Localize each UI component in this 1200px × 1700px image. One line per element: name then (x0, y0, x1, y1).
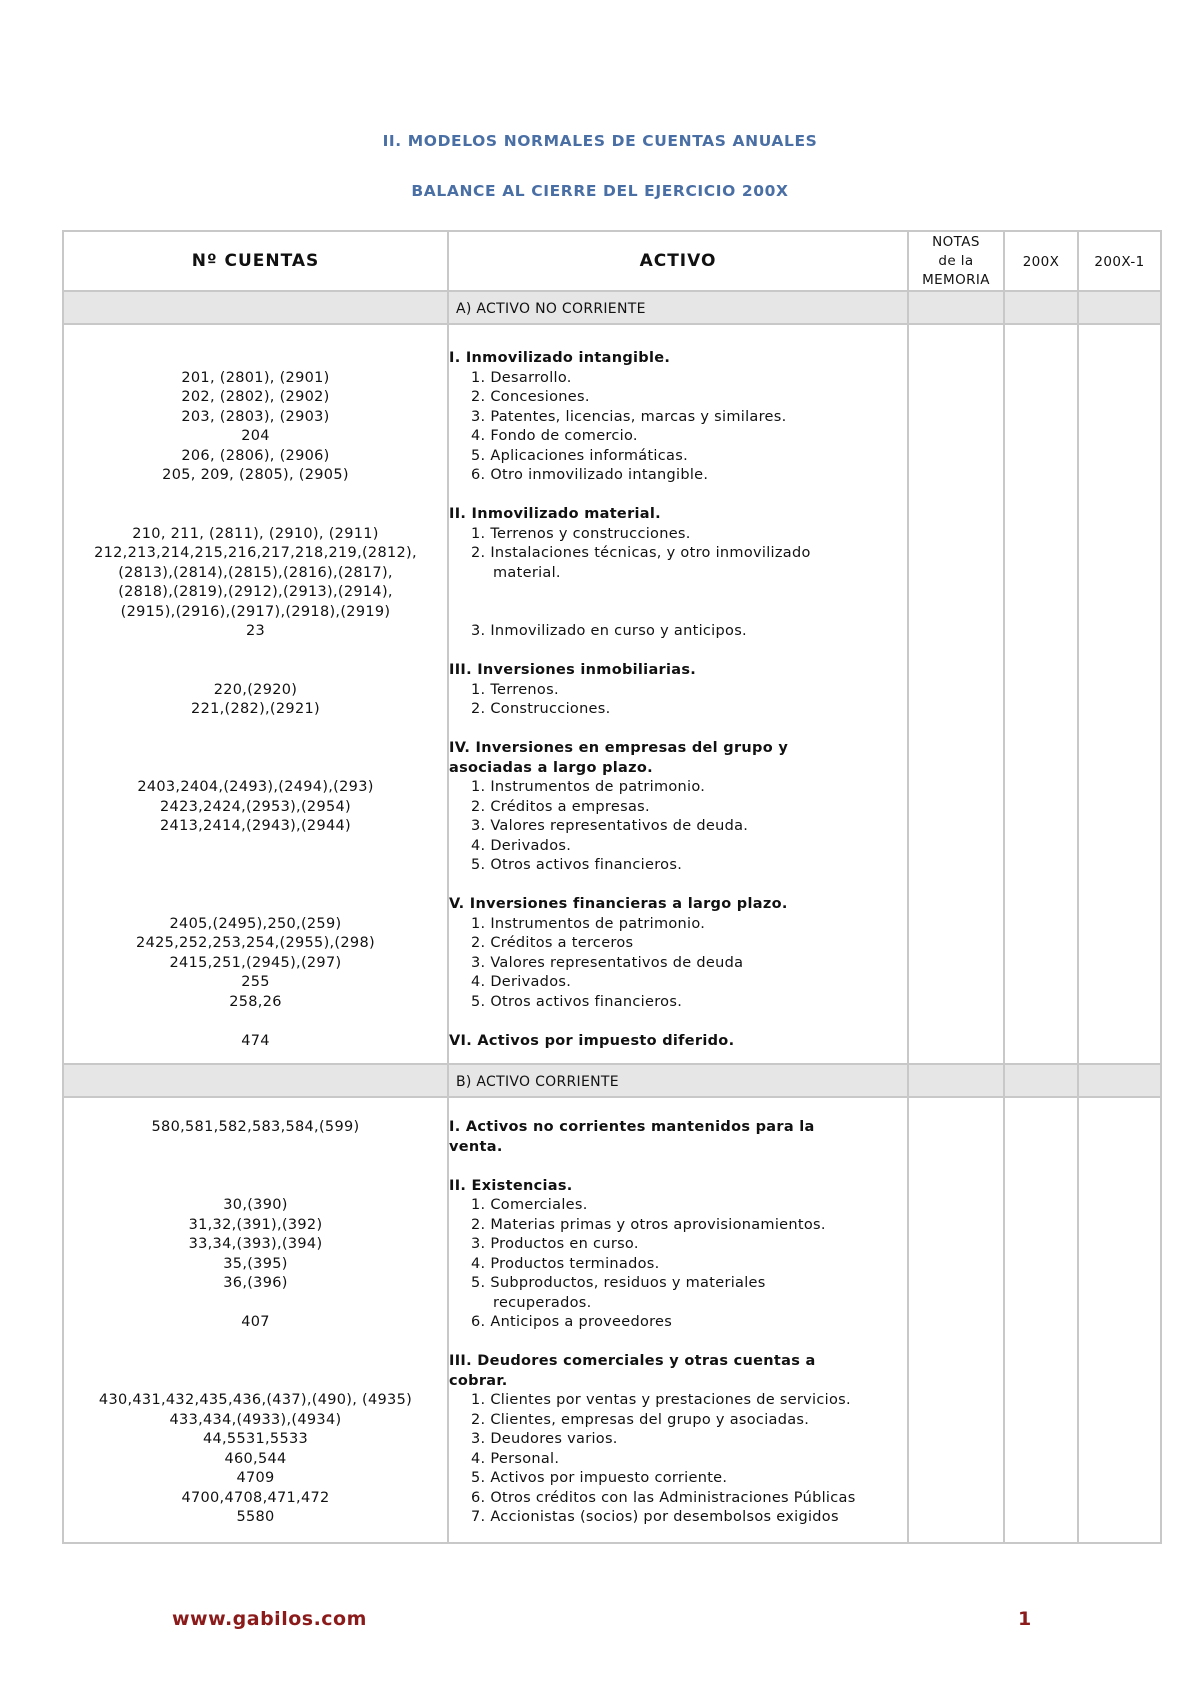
notas-cell-b (908, 1097, 1004, 1543)
balance-table (62, 230, 1162, 1544)
prev-year-cell-a (1078, 324, 1161, 1064)
section-label-a: A) ACTIVO NO CORRIENTE (456, 301, 646, 317)
section-body-b (63, 1097, 1161, 1543)
activo-column-a: I. Inmovilizado intangible. 1. Desarrollo. 2. Concesiones. 3. Patentes, licencias, marcas y similares. 4. Fondo de comercio. 5. Aplicaciones informáticas. 6. Otro inmovilizado intangible. II. Inmovilizado material. 1. Terrenos y construcciones. 2. Instalaciones técnicas, y otro inmovilizado material. 3. Inmovilizado en curso y anticipos. III. Inversiones inmobiliarias. 1. Terrenos. 2. Construcciones. IV. Inversiones en empresas del grupo y asociadas a largo plazo. 1. Instrumentos de patrimonio. 2. Créditos a empresas. 3. Valores representativos de deuda. 4. Derivados. 5. Otros activos financieros. V. Inversiones financieras a largo plazo. 1. Instrumentos de patrimonio. 2. Créditos a terceros 3. Valores representativos de deuda 4. Derivados. 5. Otros activos financieros. VI. Activos por impuesto diferido. (448, 324, 908, 1064)
cuentas-column-b: 580,581,582,583,584,(599) 30,(390) 31,32,(391),(392) 33,34,(393),(394) 35,(395) 36,(396) 407 430,431,432,435,436,(437),(490), (4935) 433,434,(4933),(4934) 44,5531,5533 460,544 4709 4700,4708,471,472 5580 (63, 1097, 448, 1543)
col-header-prev-year: 200X-1 (1078, 231, 1161, 291)
col-header-cuentas: Nº CUENTAS (63, 231, 448, 291)
document-title: II. MODELOS NORMALES DE CUENTAS ANUALES (382, 132, 818, 150)
col-header-year: 200X (1004, 231, 1078, 291)
header-row (63, 231, 1161, 291)
footer-website-link[interactable]: www.gabilos.com (172, 1608, 367, 1630)
page-number: 1 (1018, 1608, 1032, 1630)
section-label-b: B) ACTIVO CORRIENTE (456, 1074, 619, 1090)
cuentas-column-a: 201, (2801), (2901) 202, (2802), (2902) 203, (2803), (2903) 204 206, (2806), (2906) 205, 209, (2805), (2905) 210, 211, (2811), (2910), (2911) 212,213,214,215,216,217,218,219,(2812), (2813),(2814),(2815),(2816),(2817), (2818),(2819),(2912),(2913),(2914), (2915),(2916),(2917),(2918),(2919) 23 220,(2920) 221,(282),(2921) 2403,2404,(2493),(2494),(293) 2423,2424,(2953),(2954) 2413,2414,(2943),(2944) 2405,(2495),250,(259) 2425,252,253,254,(2955),(298) 2415,251,(2945),(297) 255 258,26 474 (63, 324, 448, 1064)
col-header-activo: ACTIVO (448, 231, 908, 291)
prev-year-cell-b (1078, 1097, 1161, 1543)
year-cell-a (1004, 324, 1078, 1064)
section-row-a (63, 291, 1161, 324)
col-header-notas: NOTAS de la MEMORIA (908, 231, 1004, 291)
notas-cell-a (908, 324, 1004, 1064)
section-body-a (63, 324, 1161, 1064)
balance-subtitle: BALANCE AL CIERRE DEL EJERCICIO 200X (411, 182, 789, 200)
activo-column-b: I. Activos no corrientes mantenidos para la venta. II. Existencias. 1. Comerciales. 2. Materias primas y otros aprovisionamientos. 3. Productos en curso. 4. Productos terminados. 5. Subproductos, residuos y materiales recuperados. 6. Anticipos a proveedores III. Deudores comerciales y otras cuentas a cobrar. 1. Clientes por ventas y prestaciones de servicios. 2. Clientes, empresas del grupo y asociadas. 3. Deudores varios. 4. Personal. 5. Activos por impuesto corriente. 6. Otros créditos con las Administraciones Públicas 7. Accionistas (socios) por desembolsos exigidos (448, 1097, 908, 1543)
section-row-b (63, 1064, 1161, 1097)
year-cell-b (1004, 1097, 1078, 1543)
